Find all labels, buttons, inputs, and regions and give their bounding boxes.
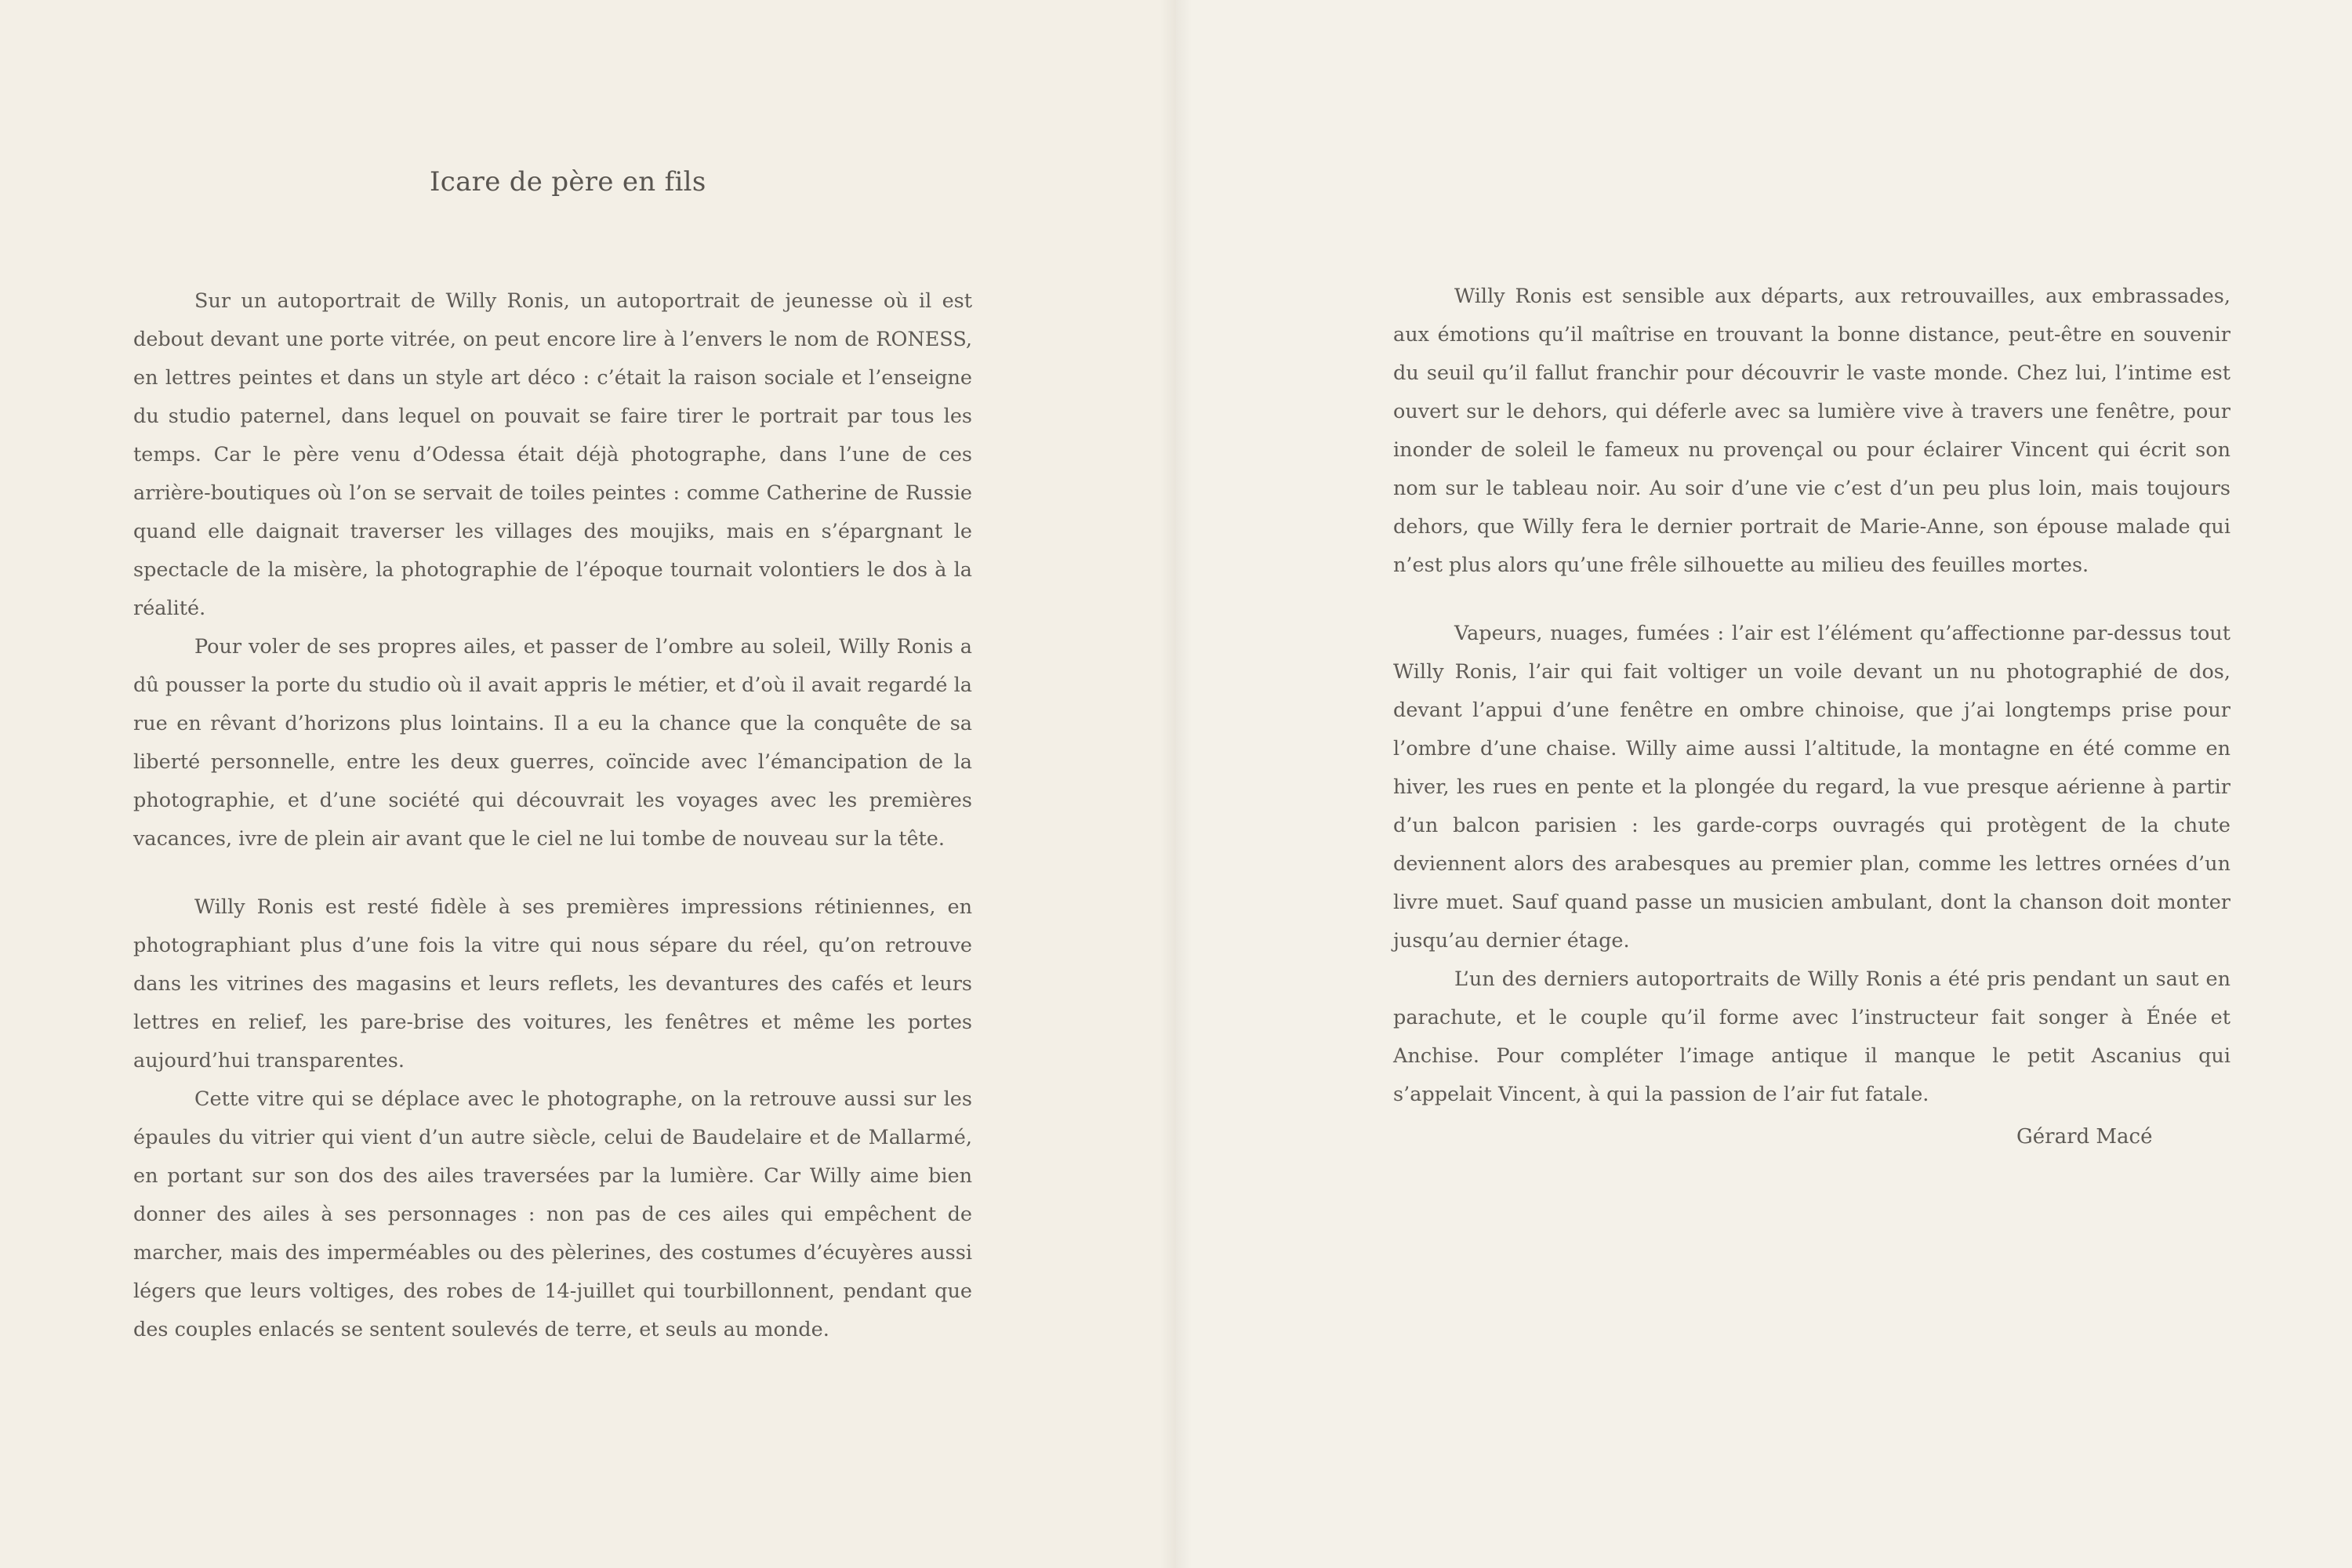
paragraph: Willy Ronis est resté fidèle à ses premières impressions rétiniennes, en photographiant plus d’une fois la vitre qui nous sépare du réel, qu’on retrouve dans les vitrines des magasins et leurs reflets, les devantures des cafés et leurs lettres en relief, les pare-brise des voitures, les fenêtres et même les portes aujourd’hui transparentes.: [133, 895, 972, 1073]
paragraph: L’un des derniers autoportraits de Willy Ronis a été pris pendant un saut en parachute, et le couple qu’il forme avec l’instructeur fait songer à Énée et Anchise. Pour compléter l’image antique il manque le petit Ascanius qui s’appelait Vincent, à qui la passion de l’air fut fatale.: [1393, 967, 2230, 1106]
author-signature: Gérard Macé: [2016, 1125, 2153, 1149]
page-title: Icare de père en fils: [430, 166, 706, 198]
paragraph: Sur un autoportrait de Willy Ronis, un autoportrait de jeunesse où il est debout devant une porte vitrée, on peut encore lire à l’envers le nom de RONESS, en lettres peintes et dans un style art déco : c’était la raison sociale et l’enseigne du studio paternel, dans lequel on pouvait se faire tirer le portrait par tous les temps. Car le père venu d’Odessa était déjà photographe, dans l’une de ces arrière-boutiques où l’on se servait de toiles peintes : comme Catherine de Russie quand elle daignait traverser les villages des moujiks, mais en s’épargnant le spectacle de la misère, la photographie de l’époque tournait volontiers le dos à la réalité.: [133, 289, 972, 620]
paragraph: Willy Ronis est sensible aux départs, aux retrouvailles, aux embrassades, aux émotions qu’il maîtrise en trouvant la bonne distance, peut-être en souvenir du seuil qu’il fallut franchir pour découvrir le vaste monde. Chez lui, l’intime est ouvert sur le dehors, qui déferle avec sa lumière vive à travers une fenêtre, pour inonder de soleil le fameux nu provençal ou pour éclairer Vincent qui écrit son nom sur le tableau noir. Au soir d’une vie c’est d’un peu plus loin, mais toujours dehors, que Willy fera le dernier portrait de Marie-Anne, son épouse malade qui n’est plus alors qu’une frêle silhouette au milieu des feuilles mortes.: [1393, 285, 2230, 577]
right-text-column: [1393, 278, 2230, 1114]
paragraph: Pour voler de ses propres ailes, et passer de l’ombre au soleil, Willy Ronis a dû pousser la porte du studio où il avait appris le métier, et d’où il avait regardé la rue en rêvant d’horizons plus lointains. Il a eu la chance que la conquête de sa liberté personnelle, entre les deux guerres, coïncide avec l’émancipation de la photographie, et d’une société qui découvrait les voyages avec les premières vacances, ivre de plein air avant que le ciel ne lui tombe de nouveau sur la tête.: [133, 635, 972, 851]
paragraph: Cette vitre qui se déplace avec le photographe, on la retrouve aussi sur les épaules du vitrier qui vient d’un autre siècle, celui de Baudelaire et de Mallarmé, en portant sur son dos des ailes traversées par la lumière. Car Willy aime bien donner des ailes à ses personnages : non pas de ces ailes qui empêchent de marcher, mais des imperméables ou des pèlerines, des costumes d’écuyères aussi légers que leurs voltiges, des robes de 14-juillet qui tourbillonnent, pendant que des couples enlacés se sentent soulevés de terre, et seuls au monde.: [133, 1087, 972, 1341]
left-text-column: [133, 282, 972, 1349]
book-gutter: [1160, 0, 1192, 1568]
paragraph: Vapeurs, nuages, fumées : l’air est l’élément qu’affectionne par-dessus tout Willy Ronis, l’air qui fait voltiger un voile devant un nu photographié de dos, devant l’appui d’une fenêtre en ombre chinoise, que j’ai longtemps prise pour l’ombre d’une chaise. Willy aime aussi l’altitude, la montagne en été comme en hiver, les rues en pente et la plongée du regard, la vue presque aérienne à partir d’un balcon parisien : les garde-corps ouvragés qui protègent de la chute deviennent alors des arabesques au premier plan, comme les lettres ornées d’un livre muet. Sauf quand passe un musicien ambulant, dont la chanson doit monter jusqu’au dernier étage.: [1393, 622, 2230, 953]
